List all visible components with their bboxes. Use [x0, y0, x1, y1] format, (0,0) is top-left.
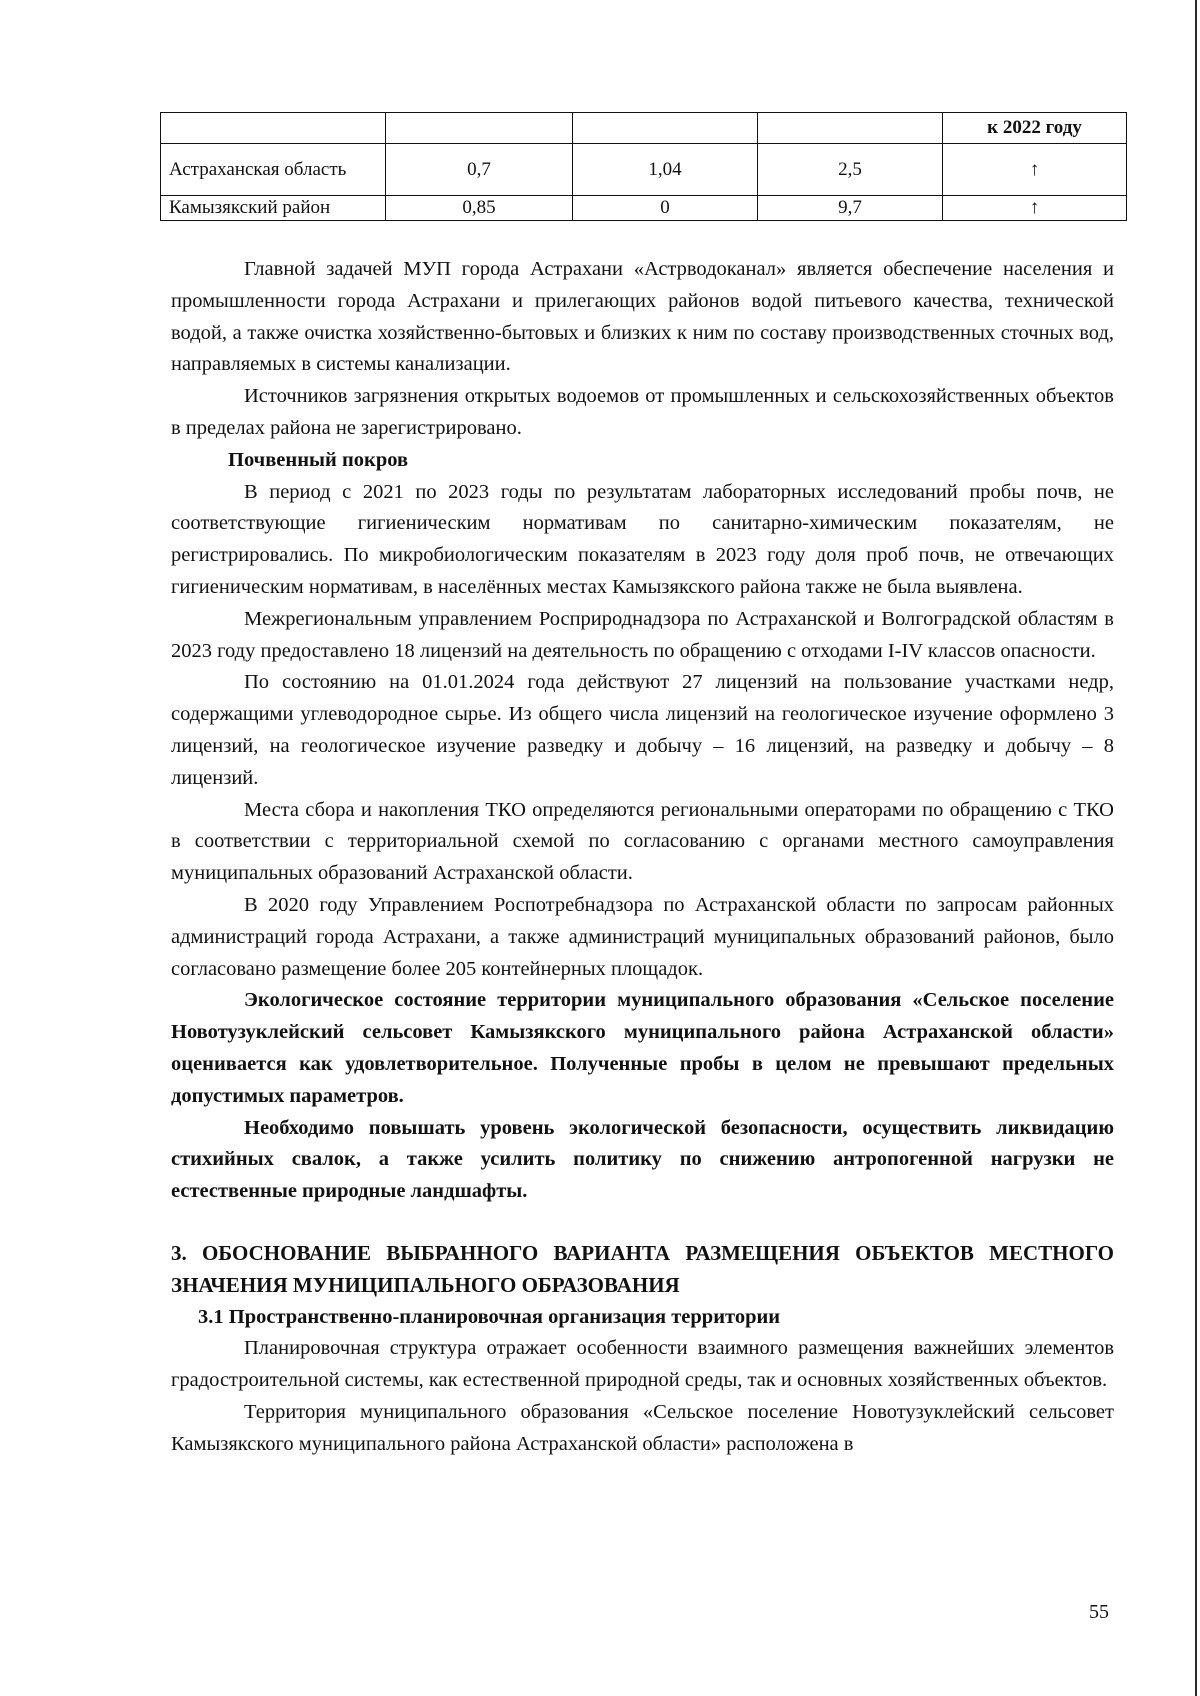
data-table: [160, 112, 1127, 221]
document-body: [171, 254, 1114, 1460]
table-cell-region: Камызякский район: [161, 196, 386, 221]
table-cell-trend: ↑: [943, 144, 1127, 196]
paragraph-planning-structure: Планировочная структура отражает особенности взаимного размещения важнейших элементов градостроительной системы, как естественной природной среды, так и основных хозяйственных объектов.: [171, 1337, 1114, 1392]
paragraph-subsoil-licenses: По состоянию на 01.01.2024 года действуют 27 лицензий на пользование участками недр, содержащими углеводородное сырье. Из общего числа лицензий на геологическое изучение оформлено 3 лицензий, на геологическое изучение разведку и добычу – 16 лицензий, на разведку и добычу – 8 лицензий.: [171, 671, 1114, 789]
table-cell: 2,5: [758, 144, 943, 196]
paragraph-territory-location: Территория муниципального образования «Сельское поселение Новотузуклейский сельсовет Камызякского муниципального района Астраханской области» расположена в: [171, 1400, 1114, 1455]
table-cell-region: Астраханская область: [161, 144, 386, 196]
table-header-cell: [386, 113, 573, 144]
table-header-cell: [573, 113, 758, 144]
paragraph-ecological-state: Экологическое состояние территории муниципального образования «Сельское поселение Новотузуклейский сельсовет Камызякского муниципального района Астраханской области» оценивается как удовлетворительное. Полученные пробы в целом не превышают предельных допустимых параметров.: [171, 989, 1114, 1107]
paragraph-waste-licenses: Межрегиональным управлением Росприроднадзора по Астраханской и Волгоградской областям в 2023 году предоставлено 18 лицензий на деятельность по обращению с отходами I-IV классов опасности.: [171, 607, 1114, 662]
paragraph-water-utility: Главной задачей МУП города Астрахани «Астрводоканал» является обеспечение населения и промышленности города Астрахани и прилегающих районов водой питьевого качества, технической водой, а также очистка хозяйственно-бытовых и близких к ним по составу производственных сточных вод, направляемых в системы канализации.: [171, 258, 1114, 376]
page-edge-line: [1195, 0, 1197, 1696]
table-header-row: [161, 113, 1127, 144]
table-cell: 0,85: [386, 196, 573, 221]
table-header-cell: [161, 113, 386, 144]
table-cell: 1,04: [573, 144, 758, 196]
table-header-cell: к 2022 году: [943, 113, 1127, 144]
table-cell: 0: [573, 196, 758, 221]
table-row: [161, 144, 1127, 196]
table-header-cell: [758, 113, 943, 144]
section-subheading: 3.1 Пространственно-планировочная организация территории: [198, 1305, 781, 1328]
table-cell: 0,7: [386, 144, 573, 196]
paragraph-soil-samples: В период с 2021 по 2023 годы по результатам лабораторных исследований пробы почв, не соответствующие гигиеническим нормативам по санитарно-химическим показателям, не регистрировались. По микробиологическим показателям в 2023 году доля проб почв, не отвечающих гигиеническим нормативам, в населённых местах Камызякского района также не была выявлена.: [171, 480, 1114, 598]
section-heading: 3. ОБОСНОВАНИЕ ВЫБРАННОГО ВАРИАНТА РАЗМЕЩЕНИЯ ОБЪЕКТОВ МЕСТНОГО ЗНАЧЕНИЯ МУНИЦИПАЛЬНОГО ОБРАЗОВАНИЯ: [171, 1240, 1114, 1297]
table-row: [161, 196, 1127, 221]
table-cell: 9,7: [758, 196, 943, 221]
table-cell-trend: ↑: [943, 196, 1127, 221]
paragraph-ecological-safety: Необходимо повышать уровень экологической безопасности, осуществить ликвидацию стихийных свалок, а также усилить политику по снижению антропогенной нагрузки не естественные природные ландшафты.: [171, 1116, 1114, 1203]
paragraph-pollution-sources: Источников загрязнения открытых водоемов от промышленных и сельскохозяйственных объектов в пределах района не зарегистрировано.: [171, 385, 1114, 439]
paragraph-tko-collection: Места сбора и накопления ТКО определяются региональными операторами по обращению с ТКО в соответствии с территориальной схемой по согласованию с органами местного самоуправления муниципальных образований Астраханской области.: [171, 798, 1114, 885]
subheading-soil-cover: Почвенный покров: [228, 448, 409, 471]
page-number: 55: [1089, 1601, 1109, 1623]
paragraph-container-sites: В 2020 году Управлением Роспотребнадзора по Астраханской области по запросам районных администраций города Астрахани, а также администраций муниципальных образований районов, было согласовано размещение более 205 контейнерных площадок.: [171, 893, 1114, 980]
